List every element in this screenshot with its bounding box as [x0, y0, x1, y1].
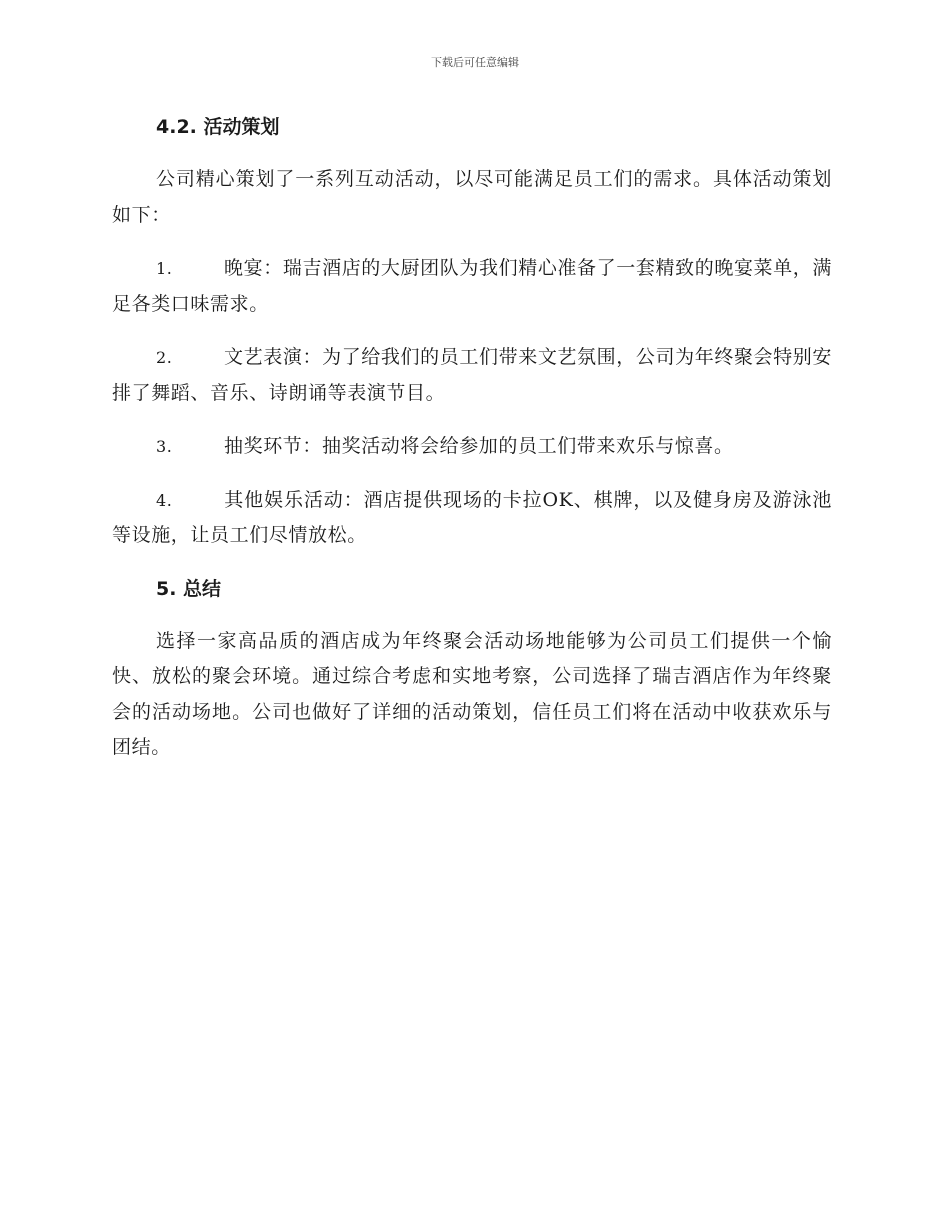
section-4-2-intro: 公司精心策划了一系列互动活动，以尽可能满足员工们的需求。具体活动策划如下：	[112, 168, 832, 226]
list-item-text: 抽奖环节：抽奖活动将会给参加的员工们带来欢乐与惊喜。	[224, 435, 734, 457]
header-note: 下载后可任意编辑	[431, 56, 519, 69]
section-heading-4-2: 4.2. 活动策划	[156, 116, 280, 138]
section-5-body: 选择一家高品质的酒店成为年终聚会活动场地能够为公司员工们提供一个愉快、放松的聚会环境。通过综合考虑和实地考察，公司选择了瑞吉酒店作为年终聚会的活动场地。公司也做好了详细的活动策划，信任员工们将在活动中收获欢乐与团结。	[112, 629, 832, 758]
list-item-text: 其他娱乐活动：酒店提供现场的卡拉OK、棋牌，以及健身房及游泳池等设施，让员工们尽情放松。	[112, 488, 832, 546]
list-item-1	[112, 251, 832, 322]
list-item-2	[112, 340, 832, 411]
list-number: 4.	[156, 490, 173, 510]
list-item-3	[112, 429, 832, 465]
list-item-text: 文艺表演：为了给我们的员工们带来文艺氛围，公司为年终聚会特别安排了舞蹈、音乐、诗朗诵等表演节目。	[112, 346, 832, 404]
document-body	[112, 110, 832, 766]
list-item-text: 晚宴：瑞吉酒店的大厨团队为我们精心准备了一套精致的晚宴菜单，满足各类口味需求。	[112, 257, 832, 315]
section-heading-5: 5. 总结	[156, 577, 222, 600]
list-item-4	[112, 483, 832, 554]
list-number: 3.	[156, 437, 173, 456]
list-number: 1.	[156, 259, 173, 278]
list-number: 2.	[156, 348, 173, 367]
